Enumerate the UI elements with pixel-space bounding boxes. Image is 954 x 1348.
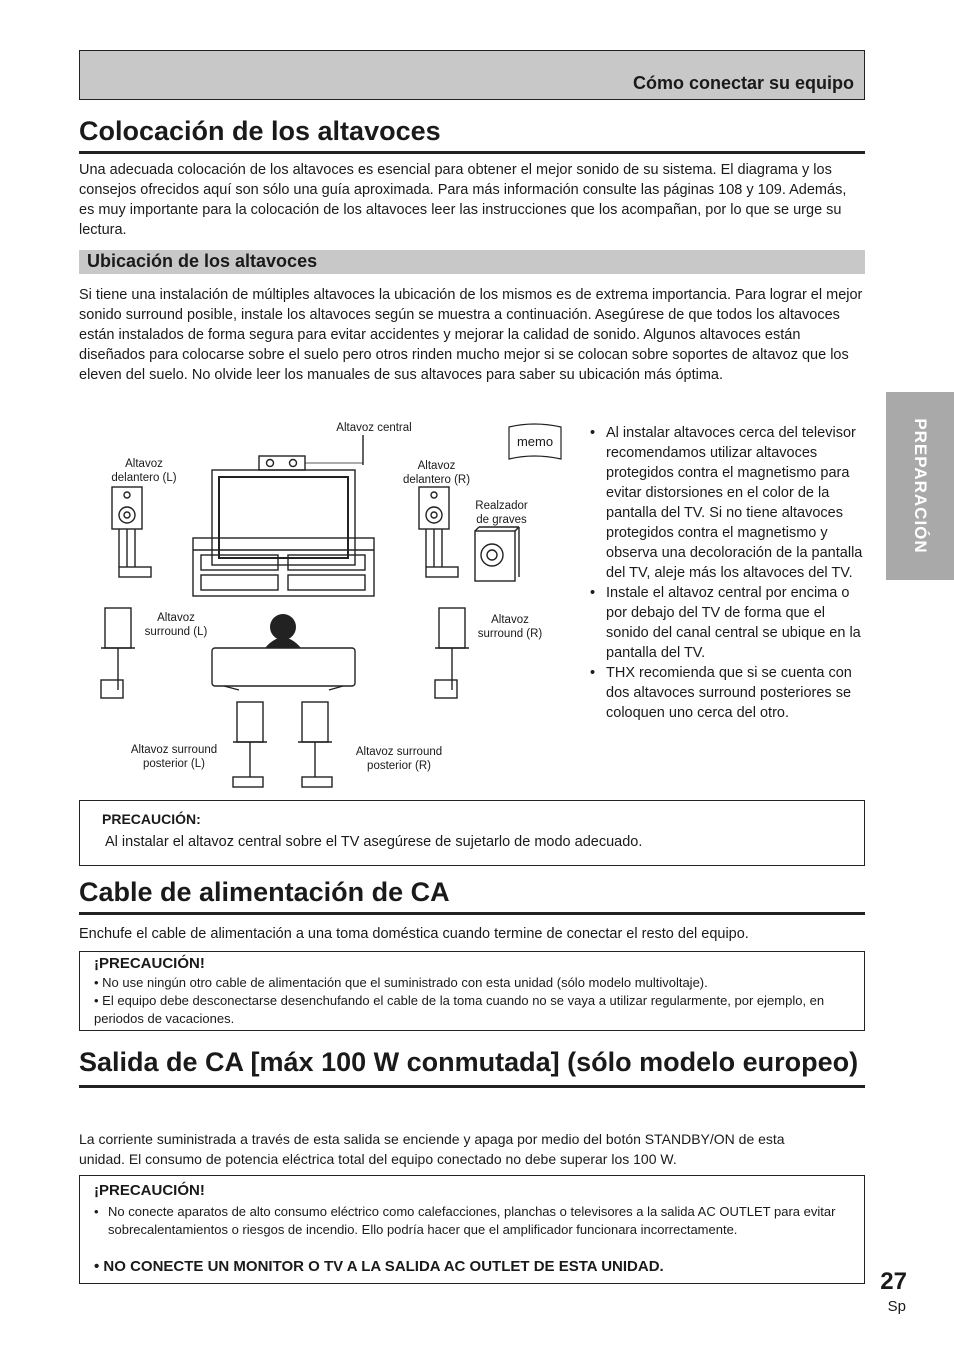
caution-text: Al instalar el altavoz central sobre el TV asegúrese de sujetarlo de modo adecuado. — [105, 834, 643, 850]
section2-heading-wrap — [79, 876, 865, 915]
label-surround-left: Altavoz surround (L) — [144, 612, 208, 638]
page-number: 27 — [880, 1268, 907, 1295]
label-front-left: Altavoz delantero (L) — [111, 458, 177, 484]
surround-left-speaker-icon — [105, 608, 131, 648]
label-subwoofer: Realzador de graves — [475, 500, 528, 526]
sofa-icon — [212, 648, 355, 686]
caution-box-3 — [79, 1175, 865, 1284]
section1-title: Colocación de los altavoces — [79, 115, 865, 154]
label-back-right: Altavoz surround posterior (R) — [355, 746, 443, 772]
back-right-speaker-icon — [302, 702, 328, 742]
caution-box-1 — [79, 800, 865, 866]
caution-title: ¡PRECAUCIÓN! — [94, 955, 205, 972]
caution-title: ¡PRECAUCIÓN! — [94, 1182, 205, 1199]
memo-label: memo — [516, 434, 554, 449]
speaker-diagram — [79, 415, 579, 795]
header-bar — [79, 50, 865, 100]
section3-title: Salida de CA [máx 100 W conmutada] (sólo modelo europeo) — [79, 1043, 865, 1088]
section1-body: Si tiene una instalación de múltiples altavoces la ubicación de los mismos es de extrema importancia. Para lograr el mejor sonido surround posible, instale los altavoces según se muestra a continuación. Asegúrese de que todos los altavoces están instalados de forma segura para evitar accidentes y mejorar la calidad de sonido. Algunos altavoces están diseñados para colocarse sobre el suelo pero otros rinden mucho mejor si se colocan sobre soportes de altavoz que los eleven del suelo. No olvide leer los manuales de sus altavoces para saber su ubicación más óptima. — [79, 287, 863, 383]
caution-item: • No use ningún otro cable de alimentación que el suministrado con esta unidad (sólo modelo multivoltaje). — [94, 975, 708, 990]
section3-heading-wrap — [79, 1043, 865, 1088]
section3-body: La corriente suministrada a través de esta salida se enciende y apaga por medio del botón STANDBY/ON de esta unidad. El consumo de potencia eléctrica total del equipo conectado no debe superar los 100 W. — [79, 1131, 785, 1167]
caution-item: No conecte aparatos de alto consumo eléctrico como calefacciones, planchas o televisores a la salida AC OUTLET para evitar sobrecalentamientos o riesgos de incendio. Ello podría hacer que el amplificador funcionara incorrectamente. — [108, 1204, 836, 1237]
section2-title: Cable de alimentación de CA — [79, 876, 865, 915]
header-title: Cómo conectar su equipo — [632, 73, 854, 93]
caution-box-2 — [79, 951, 865, 1031]
tv-icon — [212, 470, 355, 565]
listener-icon — [270, 614, 296, 640]
section1-intro: Una adecuada colocación de los altavoces es esencial para obtener el mejor sonido de su sistema. El diagrama y los consejos ofrecidos aquí son sólo una guía aproximada. Para más información consulte las páginas 108 y 109. Además, es muy importante para la colocación de los altavoces leer las instrucciones que los acompañan, por lo que se urge su lectura. — [79, 162, 847, 238]
side-tab-label: PREPARACIÓN — [911, 418, 930, 554]
caution-item: • El equipo debe desconectarse desenchufando el cable de la toma cuando no se vaya a utilizar regularmente, por ejemplo, en periodos de vacaciones. — [94, 993, 825, 1026]
tips-list — [588, 423, 864, 723]
page-lang: Sp — [887, 1298, 906, 1315]
label-surround-right: Altavoz surround (R) — [477, 614, 543, 640]
caution-bold: • NO CONECTE UN MONITOR O TV A LA SALIDA AC OUTLET DE ESTA UNIDAD. — [94, 1258, 664, 1275]
section1-heading-wrap — [79, 115, 865, 154]
tip-item: • Instale el altavoz central por encima o por debajo del TV de forma que el sonido del canal central se ubique en la pantalla del TV. — [588, 583, 864, 663]
label-front-right: Altavoz delantero (R) — [402, 460, 471, 486]
subheading: Ubicación de los altavoces — [87, 251, 318, 271]
section2-body: Enchufe el cable de alimentación a una toma doméstica cuando termine de conectar el resto del equipo. — [79, 926, 749, 942]
bullet-icon: • — [94, 1204, 99, 1219]
subheading-bar — [79, 250, 865, 274]
back-left-speaker-icon — [237, 702, 263, 742]
label-back-left: Altavoz surround posterior (L) — [130, 744, 218, 770]
label-center: Altavoz central — [336, 422, 412, 434]
side-tab — [886, 392, 954, 580]
tip-item: • THX recomienda que si se cuenta con dos altavoces surround posteriores se coloquen uno cerca del otro. — [588, 663, 864, 723]
tv-rack-icon — [193, 538, 374, 596]
caution-title: PRECAUCIÓN: — [102, 811, 201, 827]
surround-right-speaker-icon — [439, 608, 465, 648]
tip-item: • Al instalar altavoces cerca del televisor recomendamos utilizar altavoces protegidos contra el magnetismo para evitar distorsiones en el color de la pantalla del TV. Si no tiene altavoces protegidos contra el magnetismo y observa una decoloración de la pantalla del TV, aleje más los altavoces del TV. — [588, 423, 864, 583]
